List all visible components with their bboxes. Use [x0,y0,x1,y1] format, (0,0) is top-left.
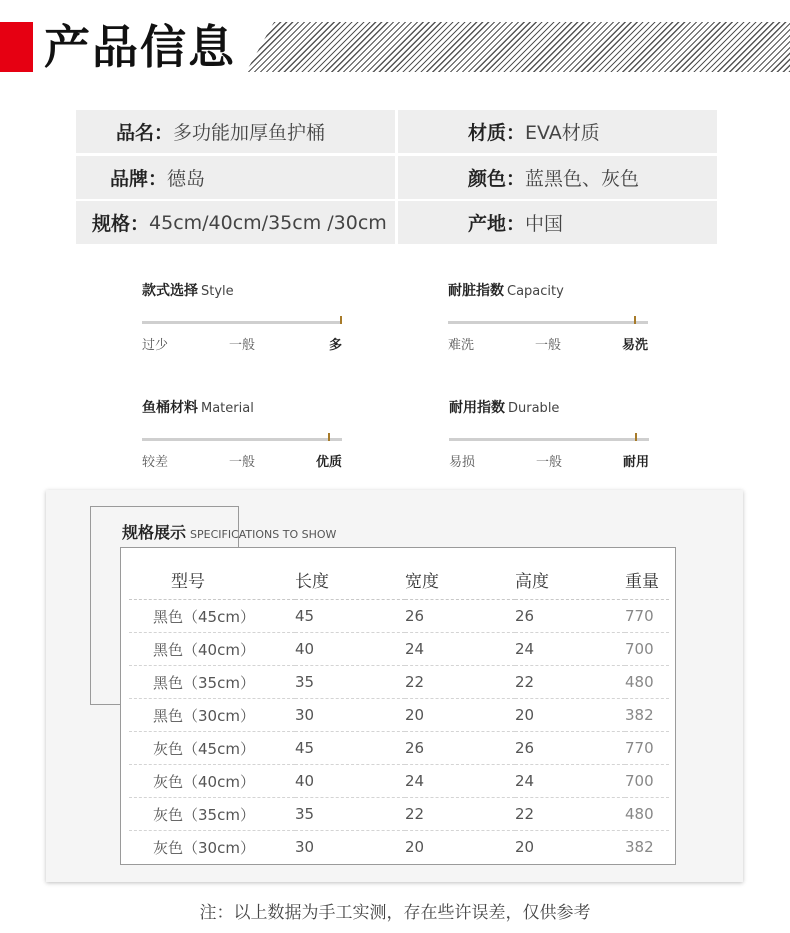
indicator-label-mid: 一般 [228,338,256,353]
cell-weight: 700 [625,633,669,666]
cell-height: 20 [515,838,535,856]
indicator-title-cn: 耐脏指数 [448,283,504,299]
cell-width: 22 [405,666,515,699]
info-material [398,110,717,153]
column-header-length: 长度 [295,560,405,600]
indicator-label-mid: 一般 [535,455,563,470]
cell-length: 30 [295,699,405,732]
indicator-labels [448,334,648,354]
info-name-key: 品名： [116,122,174,144]
indicator-label-low: 较差 [142,455,169,470]
indicator-title [142,281,342,301]
cell-height: 24 [515,765,625,798]
table-row [129,600,669,633]
cell-model: 灰色（35cm） [129,798,295,831]
info-origin-key: 产地： [468,213,526,235]
cell-width: 24 [405,765,515,798]
cell-length: 35 [295,666,405,699]
cell-length: 40 [295,765,405,798]
indicator-labels [142,334,342,354]
cell-weight: 382 [625,699,669,732]
spec-title-cn: 规格展示 [122,523,187,542]
info-material-value: EVA材质 [525,122,600,144]
info-color-value: 蓝黑色、灰色 [525,168,640,190]
info-size-key: 规格： [92,213,150,235]
indicator-capacity [448,281,648,354]
indicator-durable [449,398,649,471]
cell-width: 22 [405,798,515,831]
info-brand [76,156,395,199]
info-material-key: 材质： [468,122,526,144]
indicator-title-cn: 耐用指数 [449,400,505,416]
cell-length: 45 [295,732,405,765]
column-header-height: 高度 [515,560,625,600]
indicator-material [142,398,342,471]
table-row [129,765,669,798]
indicator-label-high: 优质 [315,455,342,470]
spec-subtitle: SPECIFICATIONS TO SHOW [190,528,337,541]
cell-model: 黑色（45cm） [129,600,295,633]
indicator-track [449,438,649,441]
cell-length: 35 [295,798,405,831]
indicator-label-low: 难洗 [448,338,475,353]
cell-weight: 770 [625,732,669,765]
indicator-title-en: Capacity [507,284,564,299]
info-size [76,201,395,244]
cell-weight: 480 [625,798,669,831]
spec-table-box [120,547,676,865]
cell-model: 灰色（30cm） [153,838,255,857]
table-row [129,699,669,732]
cell-model: 黑色（30cm） [129,699,295,732]
info-size-value: 45cm/40cm/35cm /30cm [149,211,387,234]
header-hatch-decoration [246,22,790,72]
info-color-key: 颜色： [468,168,526,190]
table-row [129,831,669,864]
cell-length: 45 [295,600,405,633]
cell-length: 30 [295,838,315,856]
cell-length: 40 [295,633,405,666]
cell-height: 20 [515,699,625,732]
indicator-label-low: 过少 [142,338,169,353]
info-origin-value: 中国 [525,213,564,235]
indicator-marker [634,316,636,324]
info-brand-key: 品牌： [110,168,168,190]
indicator-label-mid: 一般 [534,338,562,353]
cell-weight: 770 [625,600,669,633]
indicator-labels [142,451,342,471]
table-row [129,732,669,765]
spec-table [129,560,669,863]
info-brand-value: 德岛 [167,168,206,190]
indicator-label-high: 耐用 [622,455,649,470]
page-title: 产品信息 [44,20,236,74]
indicator-labels [449,451,649,471]
indicator-track [448,321,648,324]
indicator-label-high: 多 [328,338,342,353]
column-header-model: 型号 [129,560,295,600]
table-row [129,666,669,699]
cell-weight: 382 [625,838,654,856]
indicator-marker [328,433,330,441]
column-header-weight: 重量 [625,560,669,600]
info-name-value: 多功能加厚鱼护桶 [173,122,326,144]
footer-note: 注：以上数据为手工实测，存在些许误差，仅供参考 [199,903,591,923]
indicator-title [448,281,648,301]
cell-height: 22 [515,798,625,831]
column-header-width: 宽度 [405,560,515,600]
cell-weight: 700 [625,765,669,798]
indicator-style [142,281,342,354]
indicator-track [142,438,342,441]
indicator-title-cn: 款式选择 [142,283,198,299]
indicator-marker [635,433,637,441]
cell-height: 24 [515,633,625,666]
info-color [398,156,717,199]
cell-width: 20 [405,838,425,856]
cell-width: 20 [405,699,515,732]
cell-weight: 480 [625,666,669,699]
indicator-label-low: 易损 [449,455,476,470]
indicator-title-en: Material [201,401,254,416]
indicator-label-mid: 一般 [228,455,256,470]
cell-model: 灰色（40cm） [129,765,295,798]
indicator-track [142,321,342,324]
cell-height: 26 [515,600,625,633]
table-header-row [129,560,669,600]
table-row [129,633,669,666]
indicator-title-en: Style [201,284,234,299]
cell-width: 26 [405,732,515,765]
indicator-marker [340,316,342,324]
indicator-title-cn: 鱼桶材料 [142,400,198,416]
indicator-label-high: 易洗 [621,338,648,353]
spec-title [122,520,336,543]
indicator-title [449,398,649,418]
cell-model: 黑色（40cm） [129,633,295,666]
info-name [76,110,395,153]
cell-width: 24 [405,633,515,666]
header-red-accent [0,22,33,72]
indicator-title [142,398,342,418]
table-row [129,798,669,831]
cell-model: 灰色（45cm） [129,732,295,765]
cell-width: 26 [405,600,515,633]
cell-model: 黑色（35cm） [129,666,295,699]
cell-height: 26 [515,732,625,765]
indicator-title-en: Durable [508,401,560,416]
cell-height: 22 [515,666,625,699]
info-origin [398,201,717,244]
